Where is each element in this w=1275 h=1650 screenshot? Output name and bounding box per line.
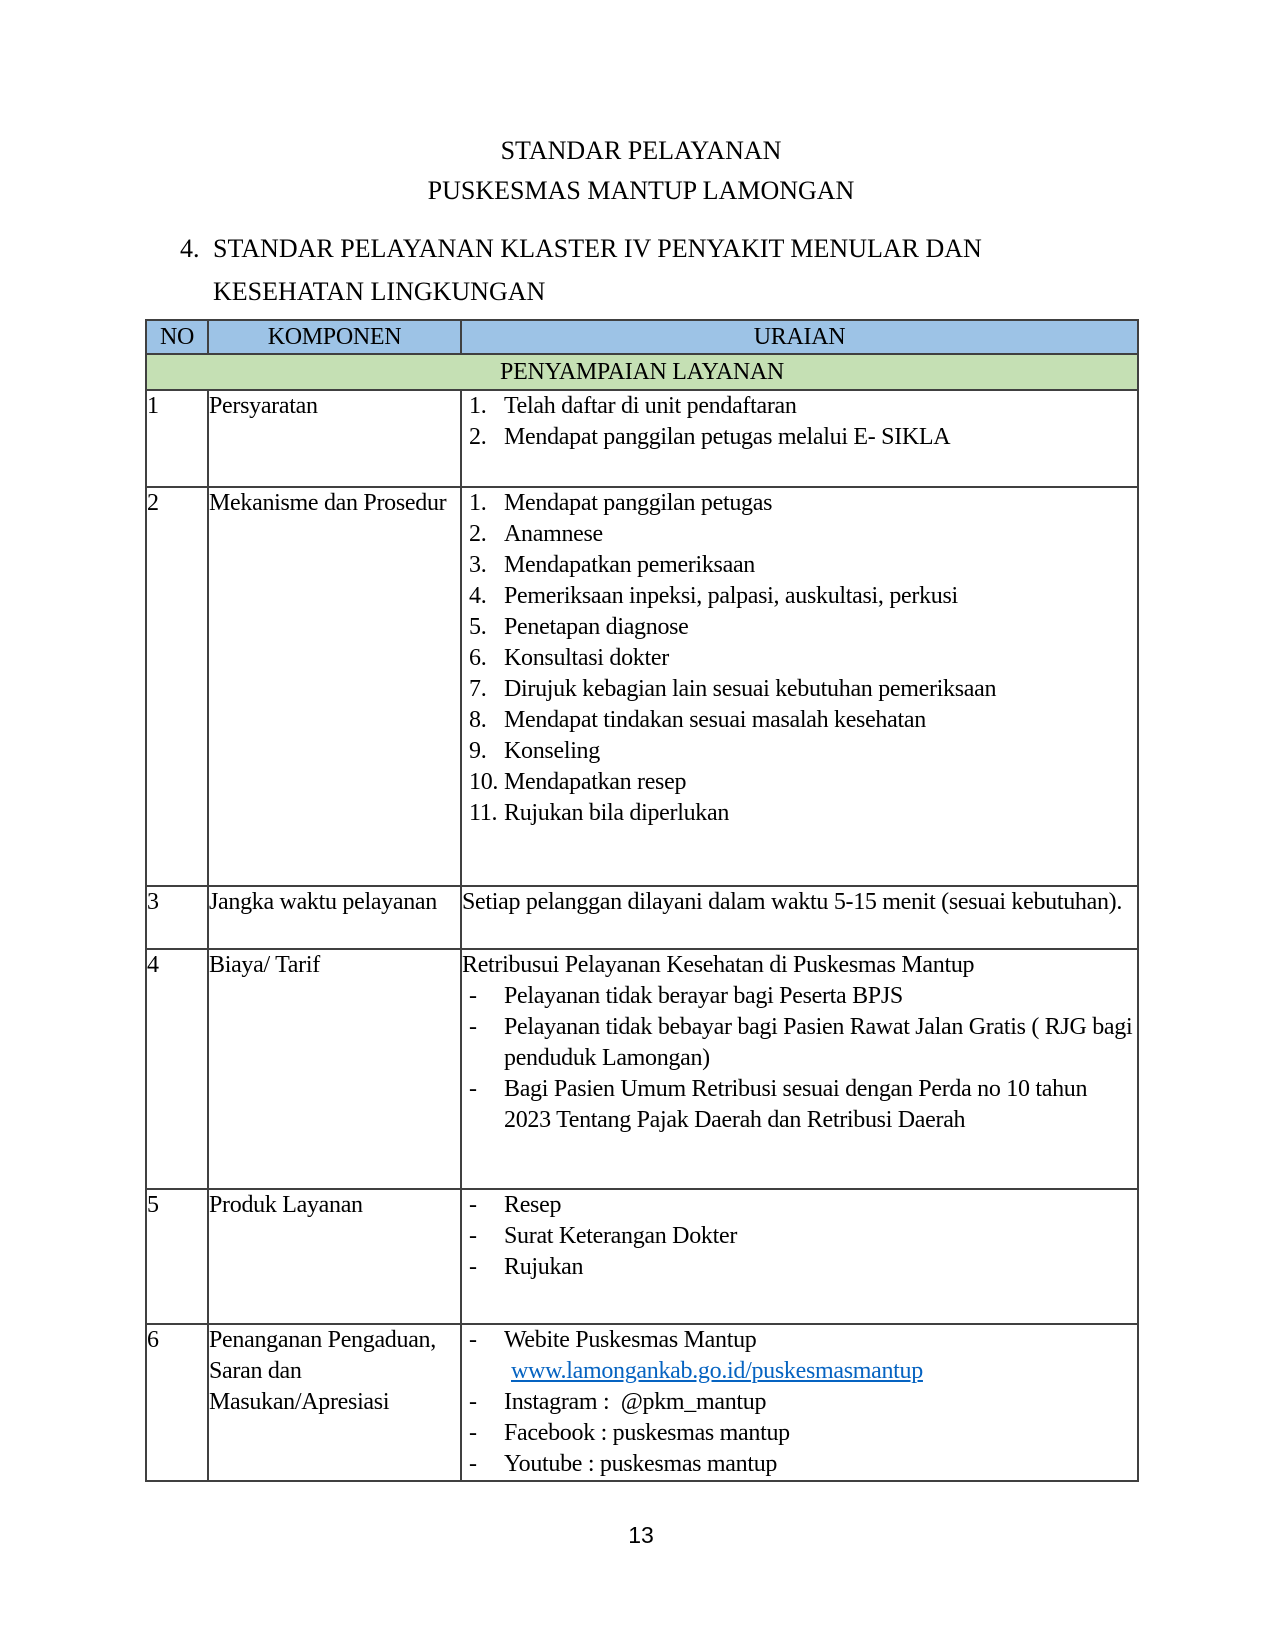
uraian-line	[462, 736, 1137, 767]
uraian-text: Youtube : puskesmas mantup	[504, 1451, 778, 1477]
uraian-text: Resep	[504, 1192, 562, 1218]
uraian-line	[462, 1356, 1137, 1387]
list-marker: -	[469, 1254, 477, 1280]
list-marker: -	[469, 1389, 477, 1415]
row-komponen: Persyaratan	[208, 390, 461, 487]
row-komponen: Jangka waktu pelayanan	[208, 886, 461, 949]
uraian-text: Surat Keterangan Dokter	[504, 1223, 738, 1249]
document-title	[145, 131, 1137, 211]
row-komponen: Biaya/ Tarif	[208, 949, 461, 1189]
uraian-line	[462, 767, 1137, 798]
uraian-text: Mendapat panggilan petugas melalui E- SIKLA	[504, 424, 951, 450]
uraian-text: Konseling	[504, 738, 600, 764]
uraian-line	[462, 981, 1137, 1012]
list-marker: -	[469, 1192, 477, 1218]
uraian-line	[462, 488, 1137, 519]
uraian-line	[462, 1252, 1137, 1283]
section-title: STANDAR PELAYANAN KLASTER IV PENYAKIT MENULAR DAN KESEHATAN LINGKUNGAN	[213, 234, 982, 306]
page-number: 13	[628, 1522, 654, 1548]
uraian-text: Rujukan	[504, 1254, 584, 1280]
uraian-text: Retribusui Pelayanan Kesehatan di Puskesmas Mantup	[462, 952, 975, 978]
list-marker: -	[469, 983, 477, 1009]
table-header-row	[146, 320, 1138, 354]
uraian-text: Facebook : puskesmas mantup	[504, 1420, 790, 1446]
row-uraian	[461, 886, 1138, 949]
uraian-line	[462, 581, 1137, 612]
uraian-line	[462, 1325, 1137, 1356]
uraian-text: Pelayanan tidak bebayar bagi Pasien Rawat Jalan Gratis ( RJG bagi penduduk Lamongan)	[504, 1014, 1139, 1071]
table-row	[146, 390, 1138, 487]
uraian-text: Pelayanan tidak berayar bagi Peserta BPJS	[504, 983, 903, 1009]
uraian-line	[462, 950, 1137, 981]
section-number: 4.	[180, 234, 200, 263]
uraian-text: Setiap pelanggan dilayani dalam waktu 5-15 menit (sesuai kebutuhan).	[462, 889, 1123, 915]
uraian-text: Instagram : @pkm_mantup	[504, 1389, 767, 1415]
row-uraian	[461, 487, 1138, 886]
list-marker: 1.	[469, 393, 487, 419]
row-uraian	[461, 390, 1138, 487]
uraian-line	[462, 1012, 1137, 1074]
uraian-line	[462, 550, 1137, 581]
title-line-2: PUSKESMAS MANTUP LAMONGAN	[427, 176, 855, 205]
list-marker: -	[469, 1327, 477, 1353]
row-komponen: Produk Layanan	[208, 1189, 461, 1324]
list-marker: 5.	[469, 614, 487, 640]
header-komponen: KOMPONEN	[208, 320, 461, 354]
uraian-line	[462, 1190, 1137, 1221]
list-marker: -	[469, 1223, 477, 1249]
row-number: 1	[146, 390, 208, 487]
table-row	[146, 487, 1138, 886]
uraian-line	[462, 1387, 1137, 1418]
list-marker: 10.	[469, 769, 499, 795]
row-komponen: Penanganan Pengaduan, Saran dan Masukan/Apresiasi	[208, 1324, 461, 1481]
row-uraian	[461, 1324, 1138, 1481]
uraian-line	[462, 674, 1137, 705]
list-marker: -	[469, 1420, 477, 1446]
list-marker: 3.	[469, 552, 487, 578]
uraian-line	[462, 391, 1137, 422]
uraian-text: Rujukan bila diperlukan	[504, 800, 730, 826]
uraian-text: Dirujuk kebagian lain sesuai kebutuhan pemeriksaan	[504, 676, 997, 702]
header-uraian: URAIAN	[461, 320, 1138, 354]
uraian-text: Webite Puskesmas Mantup	[504, 1327, 757, 1353]
list-marker: -	[469, 1451, 477, 1477]
row-number: 6	[146, 1324, 208, 1481]
row-number: 3	[146, 886, 208, 949]
list-marker: 4.	[469, 583, 487, 609]
uraian-text: Mendapat tindakan sesuai masalah kesehatan	[504, 707, 926, 733]
uraian-line	[462, 798, 1137, 829]
title-line-1: STANDAR PELAYANAN	[500, 136, 782, 165]
uraian-text: Mendapatkan resep	[504, 769, 687, 795]
row-number: 2	[146, 487, 208, 886]
list-marker: -	[469, 1076, 477, 1102]
uraian-line	[462, 1221, 1137, 1252]
uraian-text: Penetapan diagnose	[504, 614, 689, 640]
list-marker: 11.	[469, 800, 498, 826]
uraian-line	[462, 643, 1137, 674]
uraian-line	[462, 422, 1137, 453]
uraian-line	[462, 1418, 1137, 1449]
header-no: NO	[146, 320, 208, 354]
table-row	[146, 1189, 1138, 1324]
row-number: 5	[146, 1189, 208, 1324]
uraian-text: Anamnese	[504, 521, 603, 547]
uraian-text: Mendapatkan pemeriksaan	[504, 552, 755, 578]
list-marker: 1.	[469, 490, 487, 516]
list-marker: 8.	[469, 707, 487, 733]
table-row	[146, 886, 1138, 949]
band-row	[146, 354, 1138, 390]
uraian-text: Pemeriksaan inpeksi, palpasi, auskultasi, perkusi	[504, 583, 958, 609]
list-marker: 6.	[469, 645, 487, 671]
table-row	[146, 1324, 1138, 1481]
uraian-line	[462, 705, 1137, 736]
uraian-line	[462, 887, 1137, 918]
service-standard-table	[145, 319, 1139, 1482]
band-label: PENYAMPAIAN LAYANAN	[146, 354, 1138, 390]
table-body	[146, 354, 1138, 1481]
list-marker: 2.	[469, 424, 487, 450]
row-uraian	[461, 1189, 1138, 1324]
uraian-line	[462, 612, 1137, 643]
list-marker: -	[469, 1014, 477, 1040]
list-marker: 7.	[469, 676, 487, 702]
uraian-text: Telah daftar di unit pendaftaran	[504, 393, 797, 419]
uraian-text: Bagi Pasien Umum Retribusi sesuai dengan Perda no 10 tahun 2023 Tentang Pajak Daerah dan Retribusi Daerah	[504, 1076, 1093, 1133]
row-uraian	[461, 949, 1138, 1189]
row-number: 4	[146, 949, 208, 1189]
section-heading	[180, 227, 1137, 313]
row-komponen: Mekanisme dan Prosedur	[208, 487, 461, 886]
uraian-line	[462, 1449, 1137, 1480]
uraian-text: Konsultasi dokter	[504, 645, 669, 671]
table-row	[146, 949, 1138, 1189]
list-marker: 2.	[469, 521, 487, 547]
list-marker: 9.	[469, 738, 487, 764]
uraian-text: Mendapat panggilan petugas	[504, 490, 773, 516]
website-link[interactable]: www.lamongankab.go.id/puskesmasmantup	[511, 1358, 923, 1384]
uraian-line	[462, 1074, 1137, 1136]
uraian-line	[462, 519, 1137, 550]
